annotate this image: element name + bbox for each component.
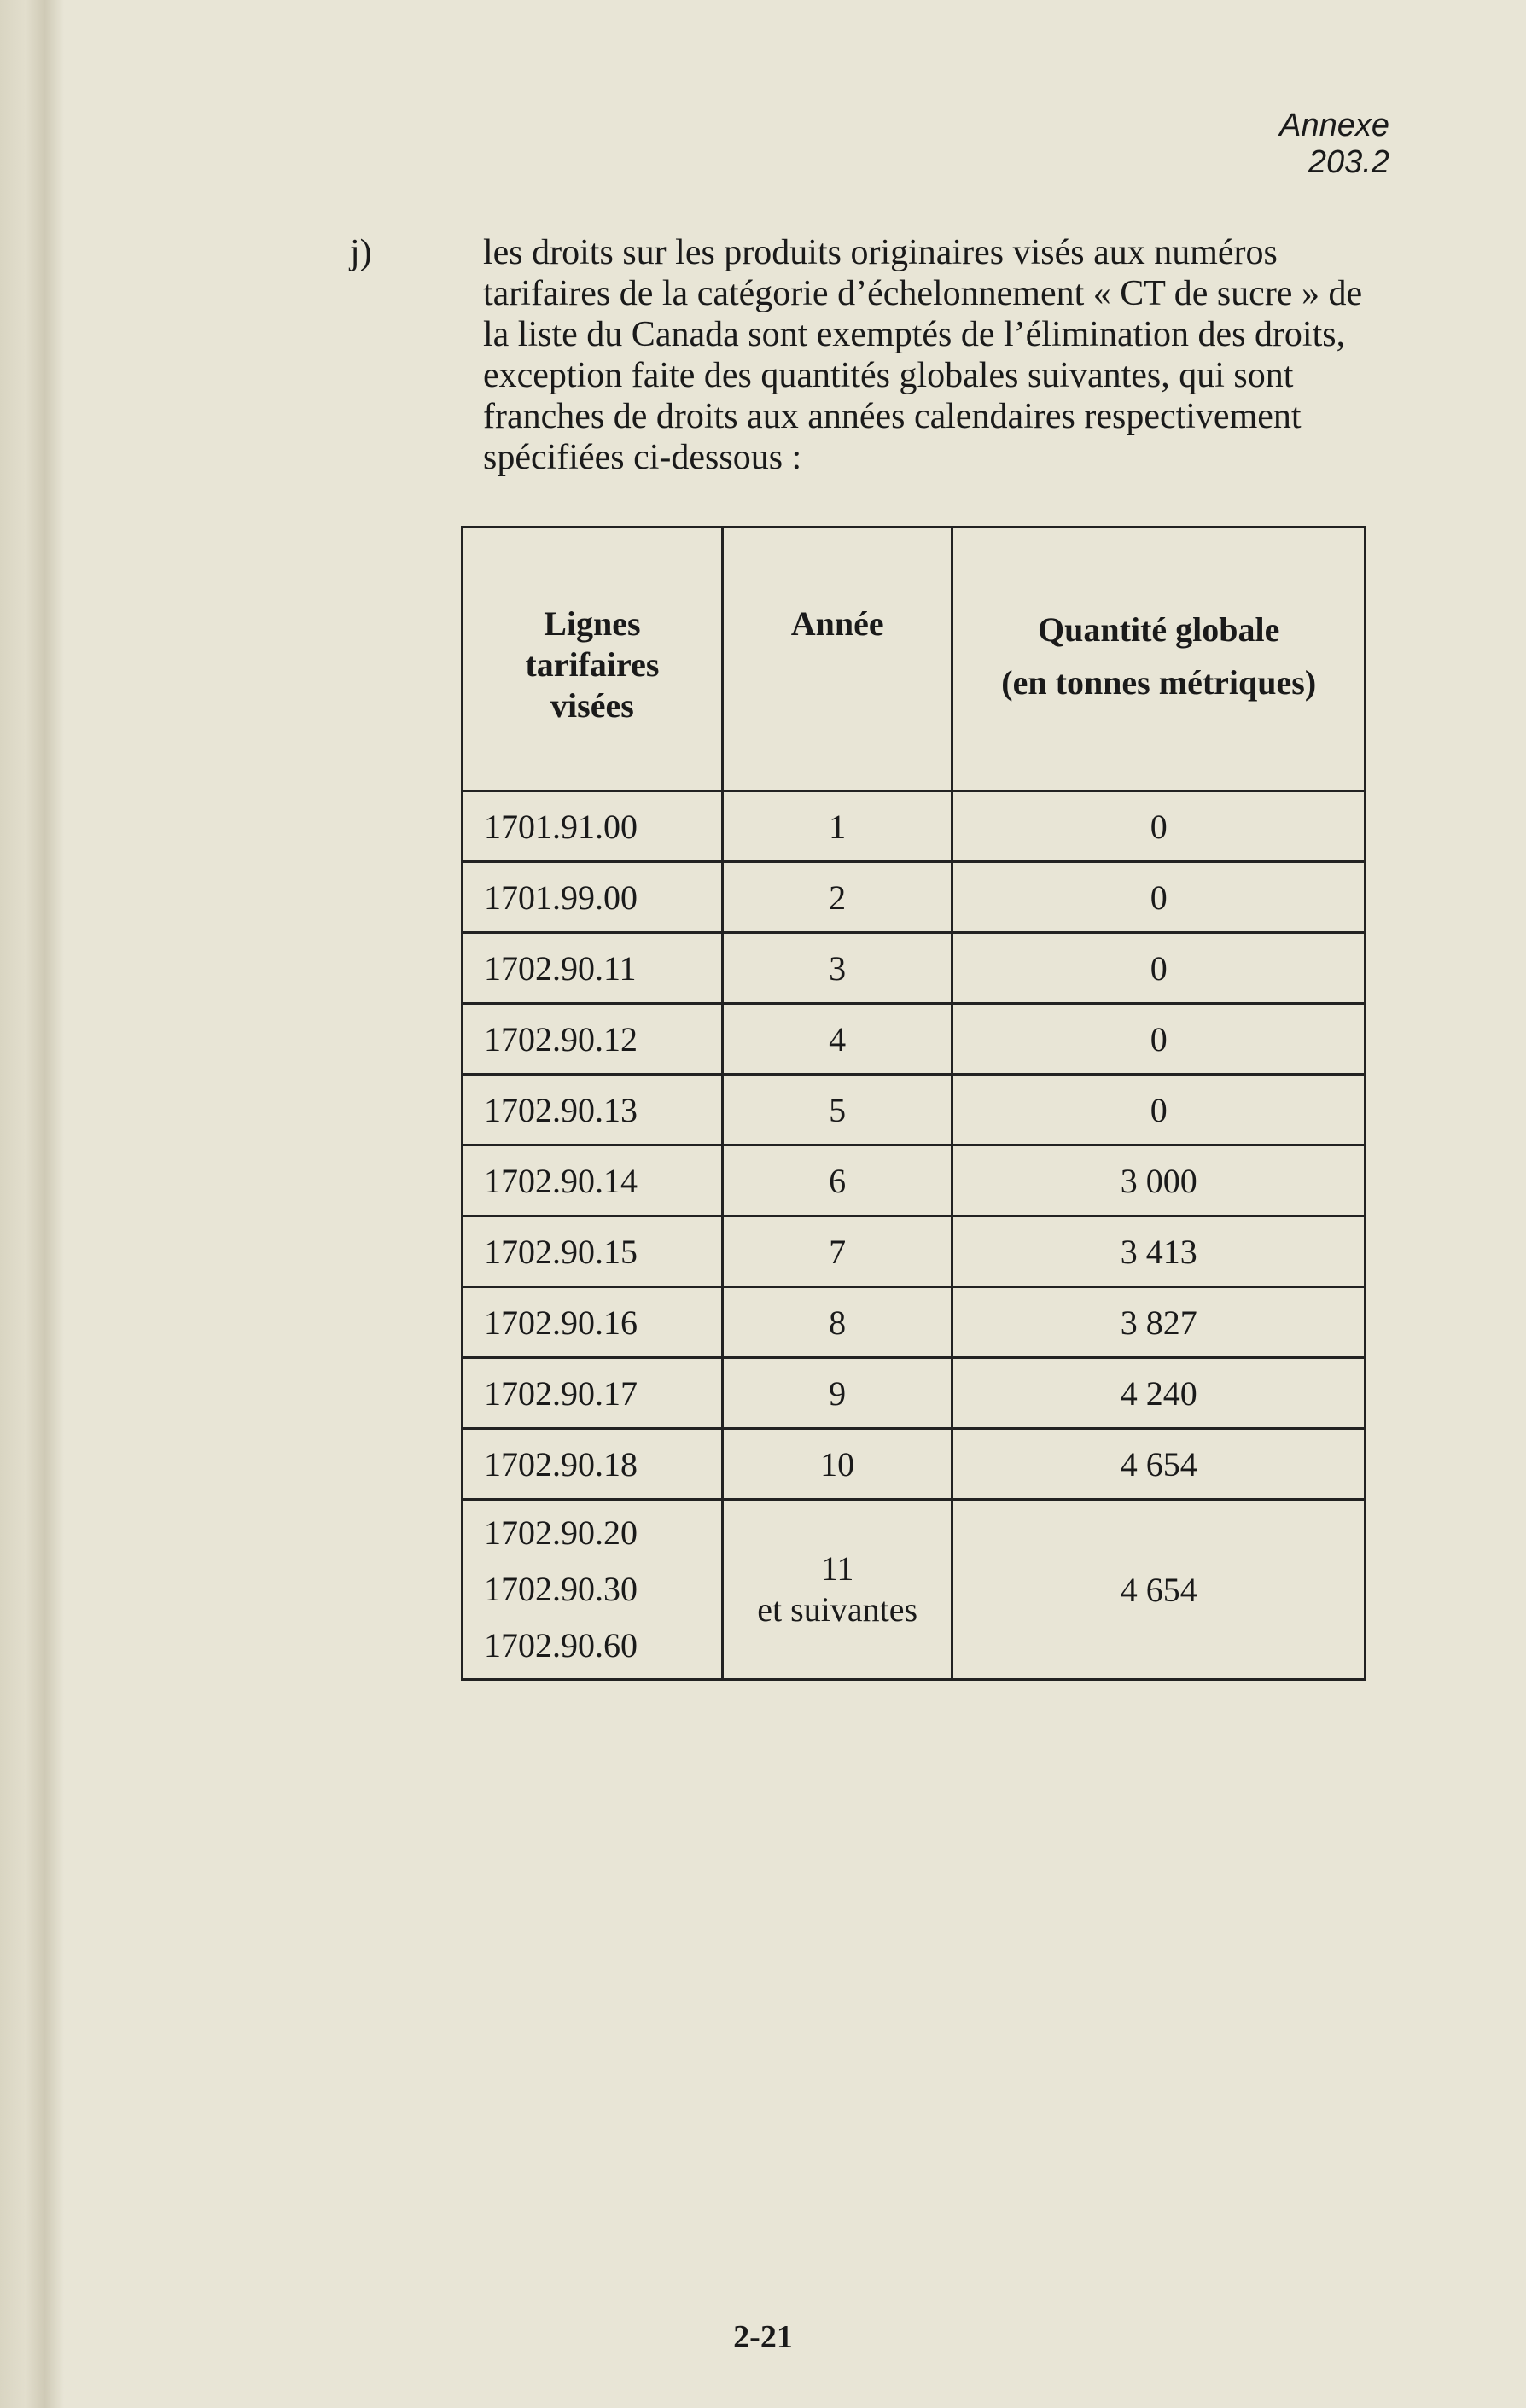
paragraph-line: franches de droits aux années calendaires respectivement	[483, 397, 1302, 436]
header-tariff-lines	[463, 528, 723, 791]
item-paragraph	[483, 232, 1376, 478]
year-cell	[722, 1500, 952, 1680]
quantity-cell: 4 654	[952, 1429, 1366, 1500]
quantity-cell: 0	[952, 933, 1366, 1004]
year-cell: 6	[722, 1146, 952, 1216]
header-text: visées	[550, 686, 634, 725]
table-row	[463, 1075, 1366, 1146]
tariff-line: 1702.90.60	[484, 1626, 638, 1665]
table-row-last	[463, 1500, 1366, 1680]
tariff-line: 1702.90.20	[484, 1513, 638, 1552]
tariff-line: 1702.90.30	[484, 1570, 638, 1608]
year-cell: 8	[722, 1287, 952, 1358]
header-text: Quantité globale	[1038, 610, 1280, 649]
tariff-quantity-table	[461, 526, 1366, 1681]
table-row	[463, 791, 1366, 862]
table-row	[463, 1358, 1366, 1429]
year-cell: 7	[722, 1216, 952, 1287]
paragraph-line: tarifaires de la catégorie d’échelonnement « CT de sucre » de	[483, 274, 1363, 313]
year-cell: 3	[722, 933, 952, 1004]
year-value: 11	[820, 1549, 854, 1588]
header-text: Année	[790, 604, 884, 643]
annex-heading: Annexe 203.2	[1279, 108, 1389, 180]
year-cell: 4	[722, 1004, 952, 1075]
table-row	[463, 1146, 1366, 1216]
quantity-cell: 0	[952, 862, 1366, 933]
table-header-row	[463, 528, 1366, 791]
year-cell: 5	[722, 1075, 952, 1146]
year-cell: 10	[722, 1429, 952, 1500]
table-row	[463, 933, 1366, 1004]
tariff-line-cell: 1701.99.00	[463, 862, 723, 933]
paragraph-line: la liste du Canada sont exemptés de l’élimination des droits,	[483, 315, 1346, 354]
paragraph-line: exception faite des quantités globales suivantes, qui sont	[483, 356, 1294, 395]
tariff-lines-cell	[463, 1500, 723, 1680]
tariff-line-cell: 1702.90.16	[463, 1287, 723, 1358]
tariff-line-cell: 1702.90.13	[463, 1075, 723, 1146]
table-row	[463, 1216, 1366, 1287]
quantity-cell: 3 000	[952, 1146, 1366, 1216]
quantity-cell: 4 654	[952, 1500, 1366, 1680]
quantity-cell: 0	[952, 791, 1366, 862]
table-row	[463, 1429, 1366, 1500]
quantity-cell: 3 827	[952, 1287, 1366, 1358]
tariff-line-cell: 1701.91.00	[463, 791, 723, 862]
year-cell: 1	[722, 791, 952, 862]
item-label: j)	[350, 233, 372, 272]
tariff-line-cell: 1702.90.11	[463, 933, 723, 1004]
tariff-line-cell: 1702.90.18	[463, 1429, 723, 1500]
year-cell: 2	[722, 862, 952, 933]
header-text: tarifaires	[525, 645, 660, 684]
tariff-line-cell: 1702.90.15	[463, 1216, 723, 1287]
table-row	[463, 862, 1366, 933]
header-year	[722, 528, 952, 791]
paragraph-line: spécifiées ci-dessous :	[483, 438, 802, 477]
header-text: (en tonnes métriques)	[1001, 663, 1317, 702]
paragraph-line: les droits sur les produits originaires visés aux numéros	[483, 233, 1278, 272]
tariff-line-cell: 1702.90.17	[463, 1358, 723, 1429]
table-row	[463, 1287, 1366, 1358]
tariff-line-cell: 1702.90.12	[463, 1004, 723, 1075]
quantity-cell: 4 240	[952, 1358, 1366, 1429]
year-cell: 9	[722, 1358, 952, 1429]
tariff-line-cell: 1702.90.14	[463, 1146, 723, 1216]
year-suffix: et suivantes	[757, 1590, 918, 1629]
header-text: Lignes	[544, 604, 641, 643]
table-row	[463, 1004, 1366, 1075]
page-number: 2-21	[733, 2319, 793, 2355]
quantity-cell: 3 413	[952, 1216, 1366, 1287]
page-binding-shadow	[0, 0, 64, 2408]
quantity-cell: 0	[952, 1075, 1366, 1146]
header-global-quantity	[952, 528, 1366, 791]
quantity-cell: 0	[952, 1004, 1366, 1075]
